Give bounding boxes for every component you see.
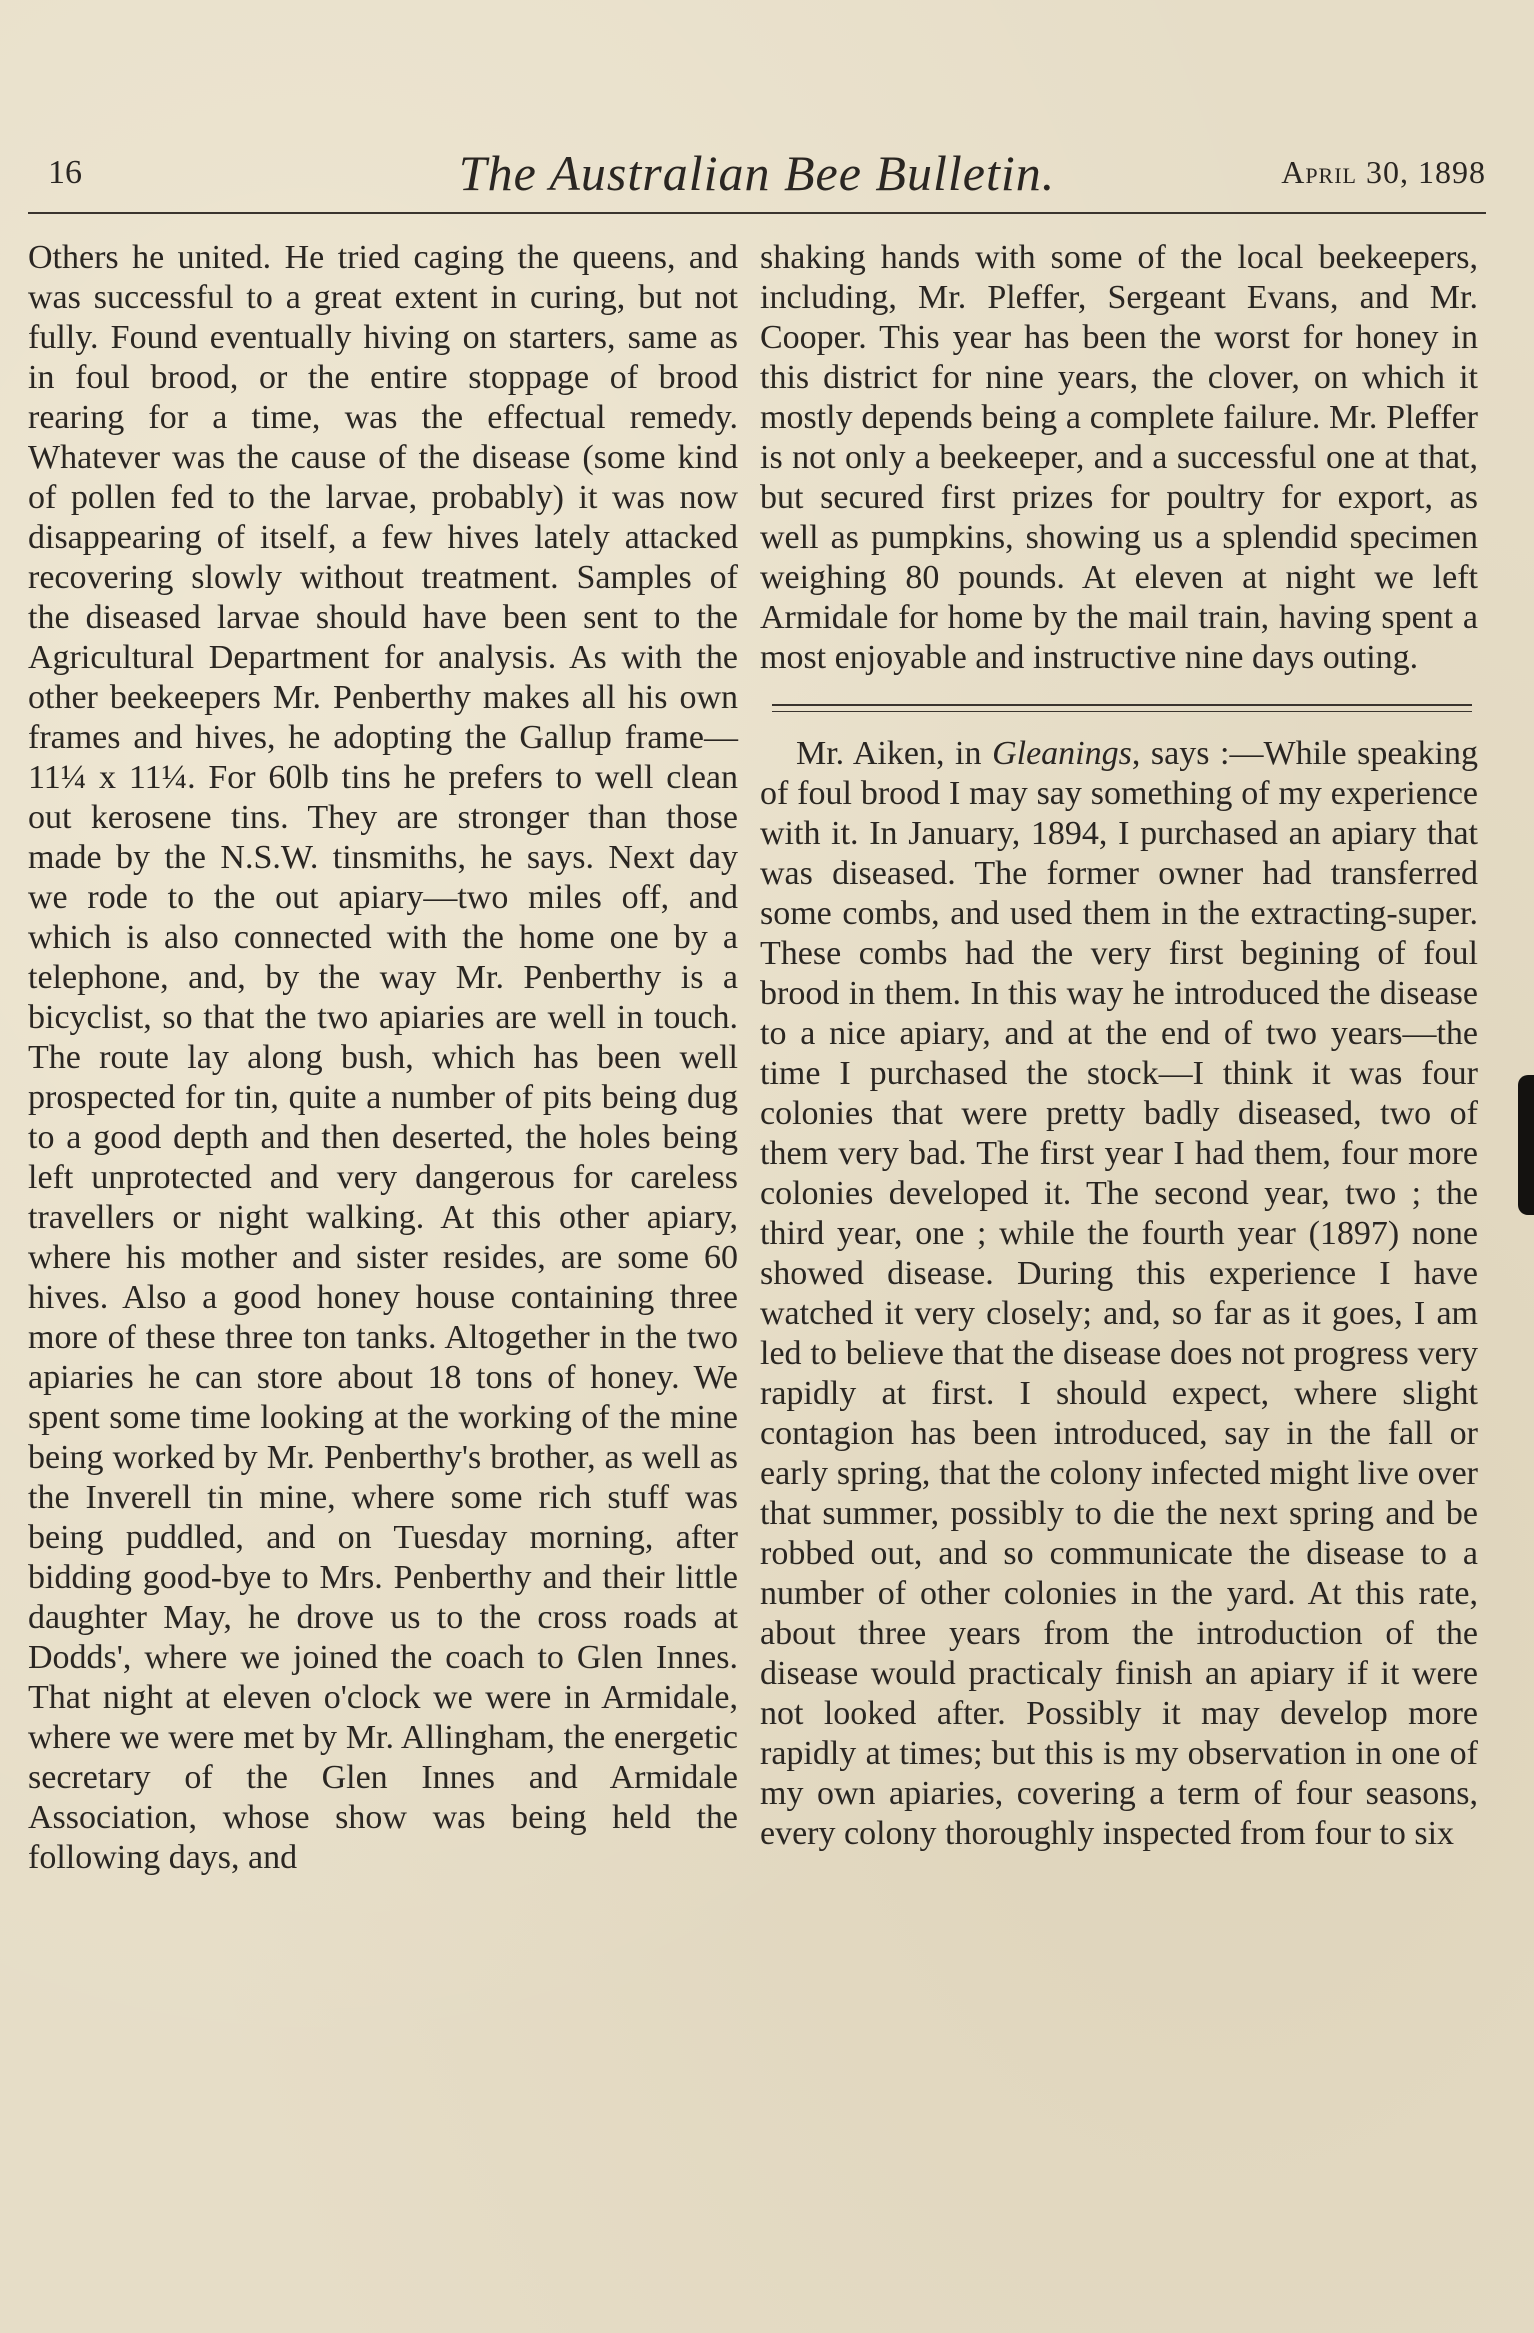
right-paragraph-2: [760, 734, 1478, 1854]
right-column: [760, 238, 1478, 1854]
page-header: [28, 138, 1486, 210]
right-paragraph-1: shaking hands with some of the local beekeepers, including, Mr. Pleffer, Sergeant Evans, and Mr. Cooper. This year has been the worst for honey in this district for nine years, the clover, on which it mostly depends being a complete failure. Mr. Pleffer is not only a beekeeper, and a successful one at that, but secured first prizes for poultry for export, as well as pumpkins, showing us a splendid specimen weighing 80 pounds. At eleven at night we left Armidale for home by the mail train, having spent a most enjoyable and instructive nine days outing.: [760, 239, 1478, 676]
section-divider: [772, 704, 1472, 712]
header-rule: [28, 212, 1486, 214]
source-title: Gleanings: [992, 735, 1132, 772]
issue-date: April 30, 1898: [1281, 154, 1486, 190]
paragraph-2-lead: Mr. Aiken, in: [796, 735, 993, 772]
binding-edge-mark: [1518, 1075, 1534, 1215]
left-column: [28, 238, 738, 1878]
journal-title: The Australian Bee Bulletin.: [458, 145, 1056, 201]
page-number: 16: [48, 154, 82, 191]
paragraph-2-body: , says :—While speaking of foul brood I may say something of my experience with it. In January, 1894, I purchased an apiary that was diseased. The former owner had transferred some combs, and used them in the extracting-super. These combs had the very first begining of foul brood in them. In this way he introduced the disease to a nice apiary, and at the end of two years—the time I purchased the stock—I think it was four colonies that were pretty badly diseased, two of them very bad. The first year I had them, four more colonies developed it. The second year, two ; the third year, one ; while the fourth year (1897) none showed disease. During this experience I have watched it very closely; and, so far as it goes, I am led to believe that the disease does not progress very rapidly at first. I should expect, where slight contagion has been introduced, say in the fall or early spring, that the colony infected might live over that summer, possibly to die the next spring and be robbed out, and so communicate the disease to a number of other colonies in the yard. At this rate, about three years from the introduction of the disease would practicaly finish an apiary if it were not looked after. Possibly it may develop more rapidly at times; but this is my observation in one of my own apiaries, covering a term of four seasons, every colony thoroughly inspected from four to six: [760, 735, 1478, 1852]
left-column-text: Others he united. He tried caging the queens, and was successful to a great extent in curing, but not fully. Found eventually hiving on starters, same as in foul brood, or the entire stoppage of brood rearing for a time, was the effectual remedy. Whatever was the cause of the disease (some kind of pollen fed to the larvae, probably) it was now disappearing of itself, a few hives lately attacked recovering slowly without treatment. Samples of the diseased larvae should have been sent to the Agricultural Department for analysis. As with the other beekeepers Mr. Penberthy makes all his own frames and hives, he adopting the Gallup frame—11¼ x 11¼. For 60lb tins he prefers to well clean out kerosene tins. They are stronger than those made by the N.S.W. tinsmiths, he says. Next day we rode to the out apiary—two miles off, and which is also connected with the home one by a telephone, and, by the way Mr. Penberthy is a bicyclist, so that the two apiaries are well in touch. The route lay along bush, which has been well prospected for tin, quite a number of pits being dug to a good depth and then deserted, the holes being left unprotected and very dangerous for careless travellers or night walking. At this other apiary, where his mother and sister resides, are some 60 hives. Also a good honey house containing three more of these three ton tanks. Altogether in the two apiaries he can store about 18 tons of honey. We spent some time looking at the working of the mine being worked by Mr. Penberthy's brother, as well as the Inverell tin mine, where some rich stuff was being puddled, and on Tuesday morning, after bidding good-bye to Mrs. Penberthy and their little daughter May, he drove us to the cross roads at Dodds', where we joined the coach to Glen Innes. That night at eleven o'clock we were in Armidale, where we were met by Mr. Allingham, the energetic secretary of the Glen Innes and Armidale Association, whose show was being held the following days, and: [28, 239, 738, 1876]
